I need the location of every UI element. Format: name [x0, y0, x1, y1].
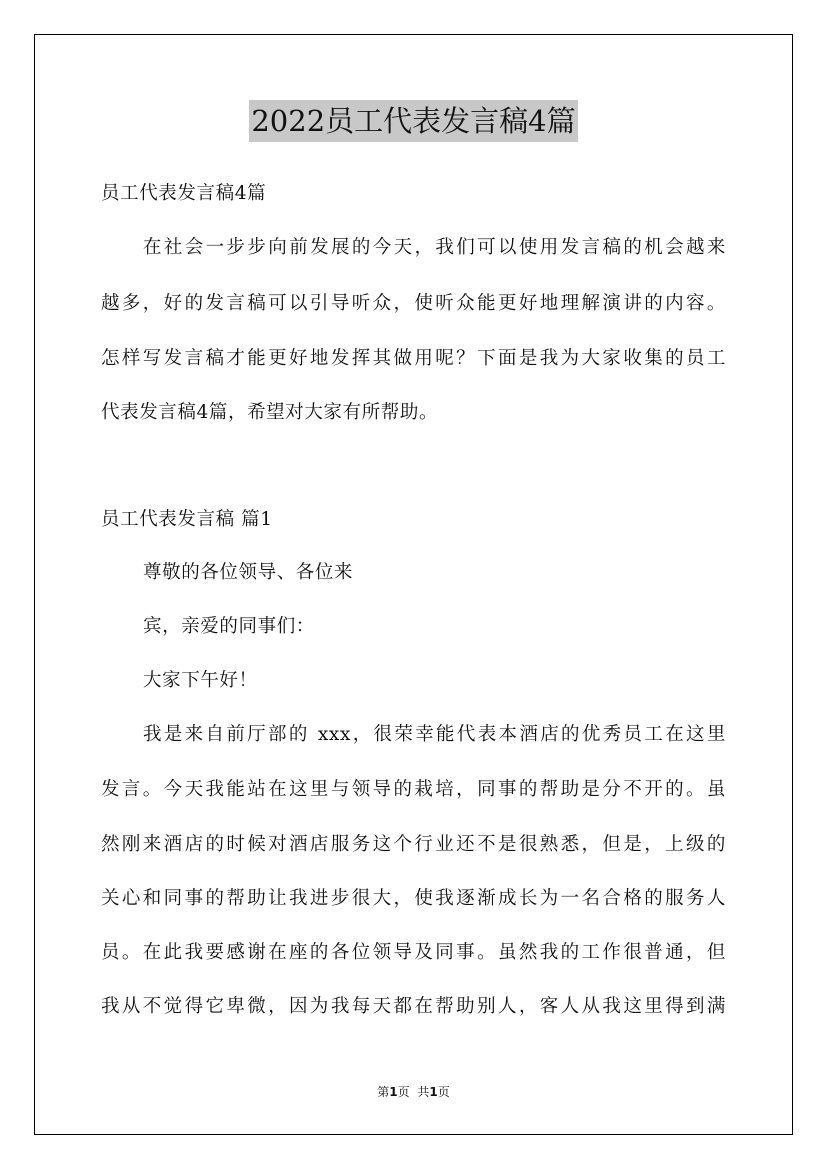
intro-line: 在社会一步步向前发展的今天，我们可以使用发言稿的机会越来: [143, 237, 726, 258]
total-pages: 1: [429, 1085, 438, 1099]
page-number: 1: [389, 1085, 398, 1099]
body-line: 发言。今天我能站在这里与领导的栽培，同事的帮助是分不开的。虽: [101, 779, 726, 800]
body-line: 员。在此我要感谢在座的各位领导及同事。虽然我的工作很普通，但: [101, 942, 726, 963]
greeting-line: 宾，亲爱的同事们：: [143, 616, 315, 637]
total-prefix: 共: [417, 1085, 430, 1099]
total-suffix: 页: [437, 1085, 450, 1099]
page-prefix: 第: [377, 1085, 390, 1099]
body-line: 关心和同事的帮助让我进步很大，使我逐渐成长为一名合格的服务人: [101, 888, 726, 909]
document-title: 2022员工代表发言稿4篇: [249, 100, 577, 142]
section-heading: 员工代表发言稿 篇1: [101, 509, 273, 530]
body-line: 我是来自前厅部的 xxx，很荣幸能代表本酒店的优秀员工在这里: [143, 724, 726, 745]
greeting-line: 尊敬的各位领导、各位来: [143, 562, 354, 583]
greeting-line: 大家下午好！: [143, 670, 258, 691]
body-line: 我从不觉得它卑微，因为我每天都在帮助别人，客人从我这里得到满: [101, 996, 726, 1017]
body-line: 然刚来酒店的时候对酒店服务这个行业还不是很熟悉，但是，上级的: [101, 834, 726, 855]
intro-line: 怎样写发言稿才能更好地发挥其做用呢？下面是我为大家收集的员工: [101, 348, 726, 369]
page-suffix: 页: [397, 1085, 410, 1099]
title-container: [0, 100, 827, 142]
intro-line: 代表发言稿4篇，希望对大家有所帮助。: [101, 402, 439, 423]
page-footer: [0, 1084, 827, 1100]
intro-line: 越多，好的发言稿可以引导听众，使听众能更好地理解演讲的内容。: [101, 293, 726, 314]
subtitle: 员工代表发言稿4篇: [101, 183, 267, 204]
